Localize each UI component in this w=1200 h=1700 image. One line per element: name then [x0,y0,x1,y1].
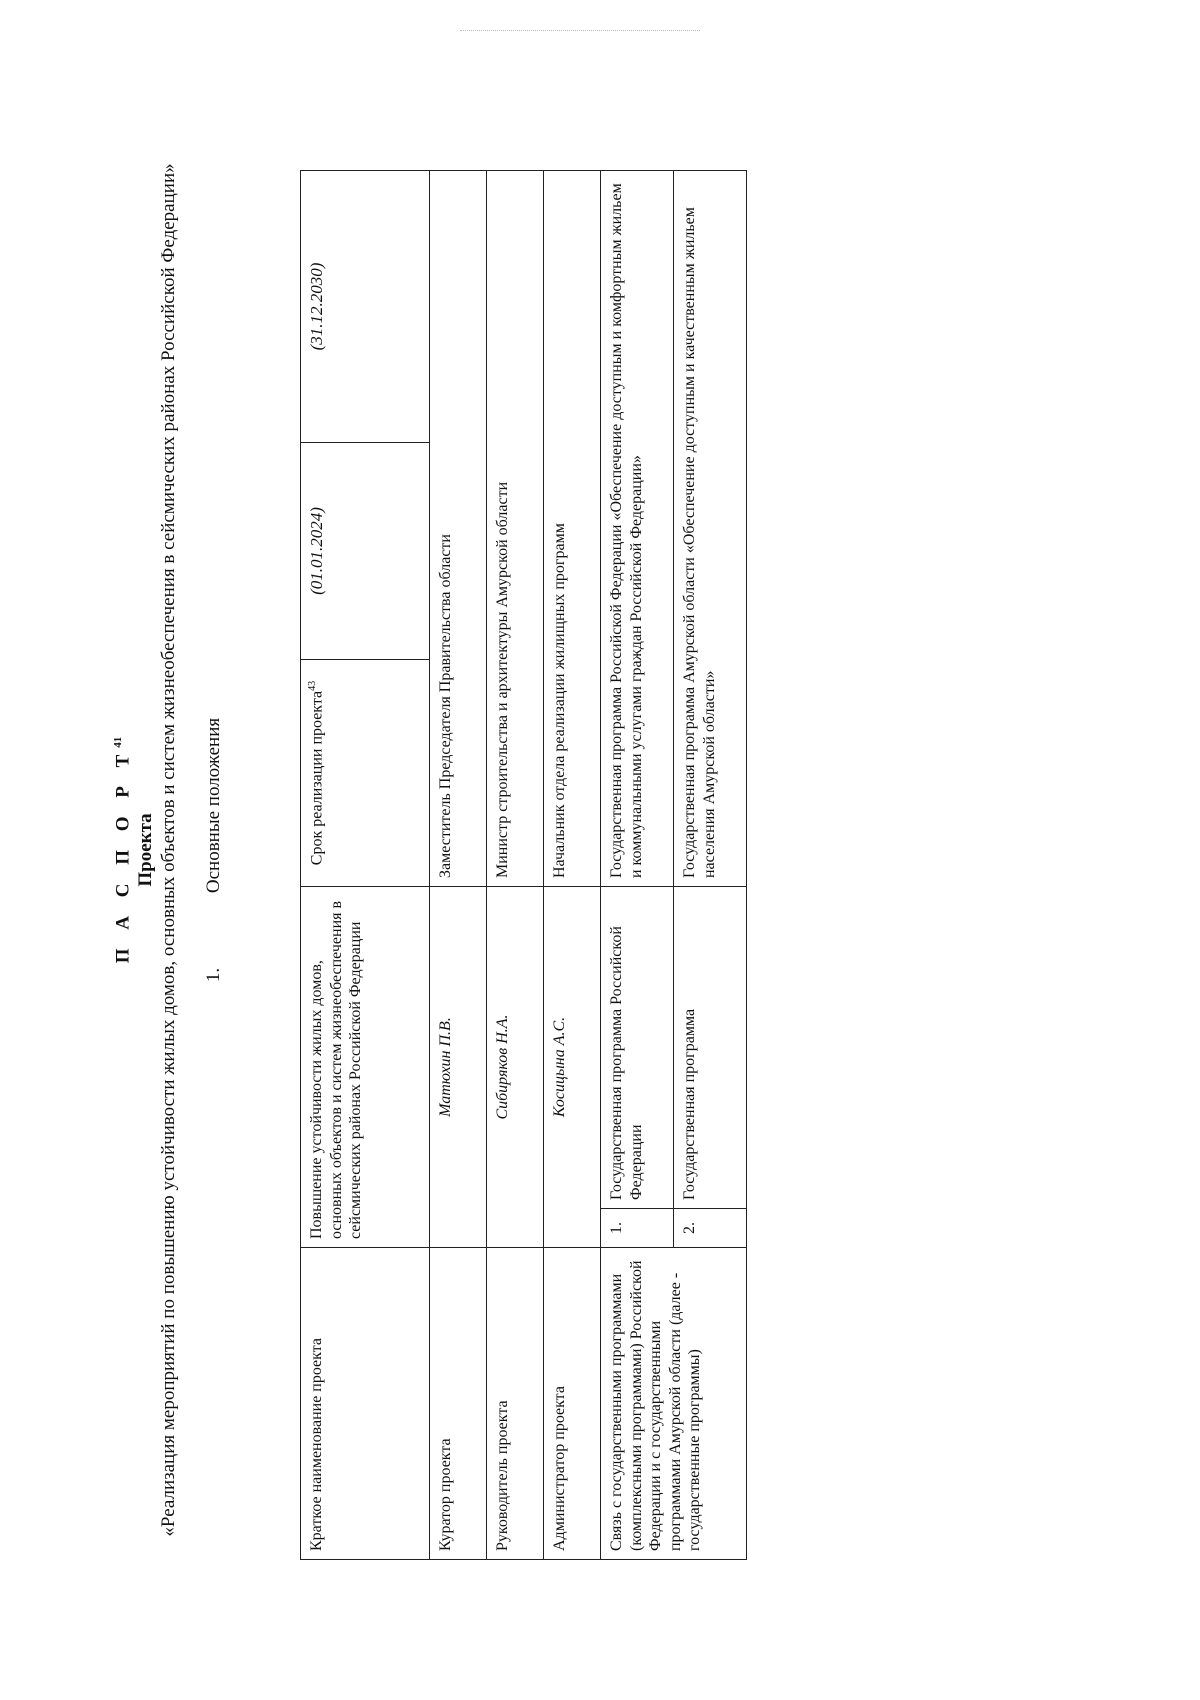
curator-label: Куратор проекта [430,1248,487,1560]
head-label: Руководитель проекта [487,1248,544,1560]
section-heading [203,100,225,1600]
curator-name: Матюхин П.В. [430,887,487,1248]
program-2-type: Государственная программа [674,887,747,1209]
table-row-program-1 [601,171,674,1560]
term-footnote: 43 [307,680,318,691]
head-position: Министр строительства и архитектуры Амурской области [487,171,544,887]
table-row-head [487,171,544,1560]
program-1-number: 1. [601,1209,674,1248]
project-label: Проекта [135,813,157,887]
rotated-page-content [100,100,840,1600]
project-full-name: «Реализация мероприятий по повышению устойчивости жилых домов, основных объектов и систем жизнеобеспечения в сейсмических районах Российской Федерации» [157,163,179,1537]
head-name: Сибиряков Н.А. [487,887,544,1248]
start-date: (01.01.2024) [301,443,430,660]
table-row-curator [430,171,487,1560]
admin-name: Косицына А.С. [544,887,601,1248]
term-label: Срок реализации проекта$^{43}$ [301,660,430,887]
end-date: (31.12.2030) [301,171,430,443]
section-title: Основные положения [202,717,224,894]
program-2-number: 2. [674,1209,747,1248]
scan-artifact [460,30,700,32]
section-number: 1. [202,967,224,983]
curator-position: Заместитель Председателя Правительства области [430,171,487,887]
program-1-name: Государственная программа Российской Федерации «Обеспечение доступным и комфортным жильем и коммунальными услугами граждан Российской Федерации» [601,171,674,887]
table-row-short-name [301,171,430,1560]
admin-position: Начальник отдела реализации жилищных программ [544,171,601,887]
passport-table [300,170,747,1560]
short-name-value: Повышение устойчивости жилых домов, основных объектов и систем жизнеобеспечения в сейсмических районах Российской Федерации [301,887,430,1248]
table-row-admin [544,171,601,1560]
admin-label: Администратор проекта [544,1248,601,1560]
passport-title: П А С П О Р $Т^{41}$ [112,736,134,964]
document-header [112,100,181,1600]
short-name-label: Краткое наименование проекта [301,1248,430,1560]
program-1-type: Государственная программа Российской Федерации [601,887,674,1209]
passport-footnote: 41 [112,736,124,748]
program-2-name: Государственная программа Амурской области «Обеспечение доступным и качественным жильем населения Амурской области» [674,171,747,887]
link-label: Связь с государственными программами (комплексными программами) Российской Федерации и с государственными программами Амурской области (далее - государственные программы) [601,1248,747,1560]
